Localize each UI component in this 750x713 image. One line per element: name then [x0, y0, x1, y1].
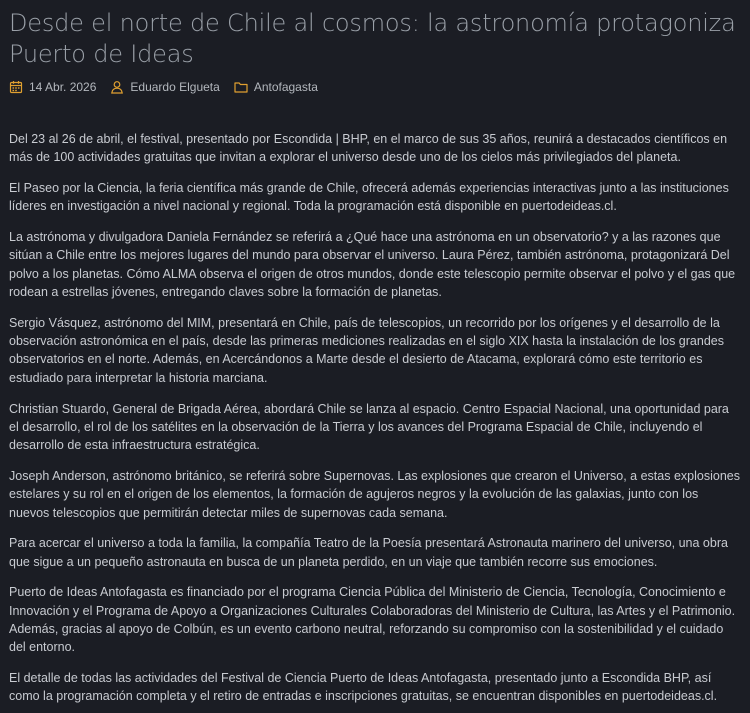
- article-paragraph: Para acercar el universo a toda la familia, la compañía Teatro de la Poesía presentará Astronauta marinero del universo, una obra que sigue a un pequeño astronauta en busca de un planeta perdido, en un viaje que también recorre sus emociones.: [9, 536, 728, 569]
- meta-date-text: 14 Abr. 2026: [29, 80, 97, 94]
- article-paragraph: El Paseo por la Ciencia, la feria científica más grande de Chile, ofrecerá además experiencias interactivas junto a las instituciones líderes en investigación a nivel nacional y regional. Toda la programación está disponible en puertodeideas.cl.: [9, 181, 729, 214]
- article-meta: [9, 80, 741, 94]
- meta-category-link[interactable]: Antofagasta: [253, 80, 318, 94]
- article-paragraph: Del 23 al 26 de abril, el festival, presentado por Escondida | BHP, en el marco de sus 35 años, reunirá a destacados científicos en más de 100 actividades gratuitas que invitan a explorar el universo desde uno de los cielos más privilegiados del planeta.: [9, 132, 728, 165]
- article-paragraph: Joseph Anderson, astrónomo británico, se referirá sobre Supernovas. Las explosiones que crearon el Universo, a estas explosiones estelares y su rol en el origen de los elementos, la formación de agujeros negros y la evolución de las galaxias, junto con los nuevos telescopios que permitirán detectar miles de supernovas cada semana.: [9, 468, 740, 520]
- article-title: Desde el norte de Chile al cosmos: la astronomía protagoniza Puerto de Ideas: [9, 9, 736, 68]
- meta-category[interactable]: [234, 80, 318, 94]
- user-icon: [110, 80, 124, 94]
- folder-icon: [234, 80, 248, 94]
- meta-date: [9, 80, 96, 94]
- meta-author-link[interactable]: Eduardo Elgueta: [130, 80, 220, 94]
- article-paragraph: La astrónoma y divulgadora Daniela Fernández se referirá a ¿Qué hace una astrónoma en un observatorio? y a las razones que sitúan a Chile entre los mejores lugares del mundo para observar el universo. Laura Pérez, también astrónoma, protagonizará Del polvo a los planetas. Cómo ALMA observa el origen de otros mundos, donde este telescopio permite observar el polvo y el gas que rodean a estrellas jóvenes, entregando claves sobre la formación de planetas.: [9, 230, 736, 300]
- article-paragraph: Puerto de Ideas Antofagasta es financiado por el programa Ciencia Pública del Ministerio de Ciencia, Tecnología, Conocimiento e Innovación y el Programa de Apoyo a Organizaciones Culturales Colaboradoras del Ministerio de Cultura, las Artes y el Patrimonio. Además, gracias al apoyo de Colbún, es un evento carbono neutral, reforzando su compromiso con la sostenibilidad y el cuidado del entorno.: [9, 585, 736, 655]
- article-paragraph: Christian Stuardo, General de Brigada Aérea, abordará Chile se lanza al espacio. Centro Espacial Nacional, una oportunidad para el desarrollo, el rol de los satélites en la observación de la Tierra y los avances del Programa Espacial de Chile, incluyendo el desarrollo de esta infraestructura estratégica.: [9, 401, 729, 453]
- article-body: [9, 130, 741, 706]
- meta-author[interactable]: [110, 80, 219, 94]
- article-paragraph: El detalle de todas las actividades del Festival de Ciencia Puerto de Ideas Antofagasta, presentado junto a Escondida BHP, así como la programación completa y el retiro de entradas e inscripciones gratuitas, se encuentran disponibles en puertodeideas.cl.: [9, 671, 718, 704]
- article-paragraph: Sergio Vásquez, astrónomo del MIM, presentará en Chile, país de telescopios, un recorrido por los orígenes y el desarrollo de la observación astronómica en el país, desde las primeras mediciones realizadas en el siglo XIX hasta la instalación de los grandes observatorios en el norte. Además, en Acercándonos a Marte desde el desierto de Atacama, explorará cómo este territorio es estudiado para interpretar la historia marciana.: [9, 315, 724, 385]
- calendar-icon: [9, 80, 23, 94]
